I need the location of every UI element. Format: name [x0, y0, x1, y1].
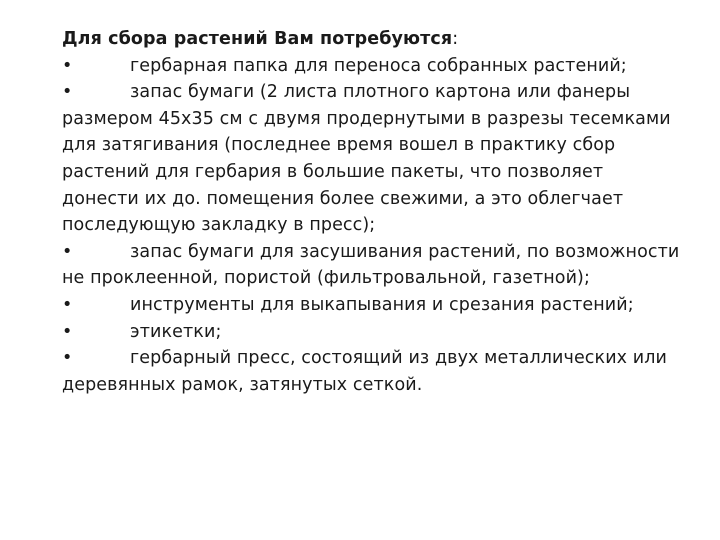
bullet-symbol: •: [62, 321, 73, 342]
list-item-text: запас бумаги для засушивания растений, по возможности не проклеенной, пористой (фильтровальной, газетной);: [62, 241, 680, 289]
list-item: [62, 53, 682, 80]
list-item-text: инструменты для выкапывания и срезания растений;: [130, 294, 634, 315]
list-item-text: гербарный пресс, состоящий из двух металлических или деревянных рамок, затянутых сеткой.: [62, 348, 668, 395]
list-item: [62, 319, 682, 346]
list-item-text: запас бумаги (2 листа плотного картона или фанеры размером 45х35 см с двумя продернутыми в разрезы тесемками для затягивания (последнее время вошел в практику сбор растений для гербария в большие пакеты, что позволяет донести их до. помещения более свежими, а это облегчает последующую закладку в пресс);: [62, 82, 671, 236]
list-item: [62, 292, 682, 319]
bullet-symbol: •: [62, 55, 73, 76]
heading-colon: :: [452, 29, 459, 49]
bullet-symbol: •: [62, 241, 73, 262]
heading: [62, 26, 682, 53]
list-item: [62, 79, 682, 239]
bullet-list: [62, 53, 682, 399]
list-item: [62, 345, 682, 398]
list-item-text: гербарная папка для переноса собранных растений;: [130, 55, 627, 76]
heading-bold-text: Для сбора растений Вам потребуются: [62, 29, 453, 49]
bullet-symbol: •: [62, 294, 73, 315]
bullet-symbol: •: [62, 82, 73, 103]
list-item: [62, 239, 682, 292]
bullet-symbol: •: [62, 348, 73, 369]
list-item-text: этикетки;: [130, 321, 222, 342]
text-block: [62, 26, 682, 398]
